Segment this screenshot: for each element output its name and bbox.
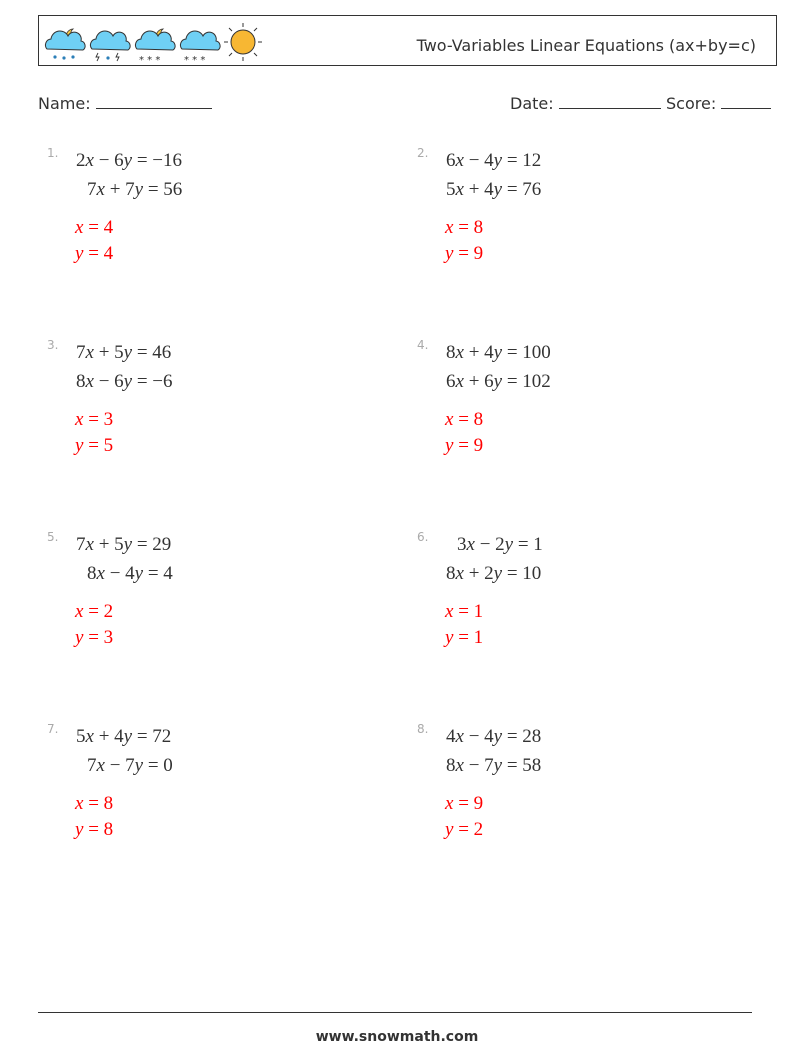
term: − 4 [463, 150, 494, 171]
equation-1 [446, 726, 541, 748]
variable: x [455, 371, 464, 392]
equation-2 [87, 755, 173, 777]
problem-1 [47, 146, 347, 276]
variable: y [493, 755, 503, 776]
equation-1 [446, 150, 541, 172]
answer-y [445, 435, 483, 457]
term: = 12 [502, 150, 542, 171]
problem-number: 4. [417, 338, 429, 352]
problem-number: 6. [417, 530, 429, 544]
problem-5 [47, 530, 347, 660]
term: + 4 [463, 342, 494, 363]
term: 6 [446, 371, 456, 392]
variable: y [75, 627, 84, 648]
variable: x [455, 563, 464, 584]
term: = 8 [83, 793, 114, 814]
term: = 102 [502, 371, 551, 392]
variable: y [493, 371, 503, 392]
rain-cloud-moon-icon [45, 29, 85, 60]
variable: x [455, 150, 464, 171]
variable: x [96, 755, 105, 776]
problem-4 [417, 338, 717, 468]
equation-2 [446, 371, 551, 393]
term: 8 [76, 371, 86, 392]
term: = 5 [83, 435, 114, 456]
equation-1 [76, 342, 171, 364]
variable: x [445, 409, 454, 430]
term: = 8 [453, 409, 484, 430]
variable: x [96, 179, 105, 200]
answer-y [445, 243, 483, 265]
variable: x [75, 793, 84, 814]
equation-1 [76, 726, 171, 748]
variable: y [134, 563, 144, 584]
equation-2 [87, 563, 173, 585]
term: − 4 [104, 563, 135, 584]
variable: y [493, 726, 503, 747]
term: = 28 [502, 726, 542, 747]
worksheet-title: Two-Variables Linear Equations (ax+by=c) [416, 36, 756, 55]
variable: y [123, 534, 133, 555]
term: = −6 [132, 371, 173, 392]
variable: x [445, 217, 454, 238]
variable: x [85, 726, 94, 747]
term: = 9 [453, 793, 484, 814]
variable: x [455, 726, 464, 747]
variable: y [134, 179, 144, 200]
term: 7 [76, 342, 86, 363]
term: = 76 [502, 179, 542, 200]
term: 4 [446, 726, 456, 747]
problem-3 [47, 338, 347, 468]
term: = 46 [132, 342, 172, 363]
equation-1 [76, 150, 182, 172]
term: 6 [446, 150, 456, 171]
equation-1 [457, 534, 543, 556]
variable: y [75, 819, 84, 840]
problem-number: 8. [417, 722, 429, 736]
date-line[interactable] [559, 94, 661, 109]
storm-cloud-icon [90, 31, 130, 61]
variable: y [493, 179, 503, 200]
term: = 9 [453, 243, 484, 264]
variable: x [445, 601, 454, 622]
term: = −16 [132, 150, 183, 171]
term: = 0 [143, 755, 173, 776]
score-label: Score: [666, 94, 717, 113]
sun-icon [224, 23, 262, 61]
footer-site: www.snowmath.com [315, 1029, 479, 1045]
variable: x [466, 534, 475, 555]
variable: y [493, 342, 503, 363]
problem-number: 2. [417, 146, 429, 160]
term: = 58 [502, 755, 542, 776]
problem-number: 1. [47, 146, 59, 160]
name-label: Name: [38, 94, 91, 113]
variable: x [85, 342, 94, 363]
term: − 4 [463, 726, 494, 747]
variable: x [455, 755, 464, 776]
variable: y [123, 726, 133, 747]
variable: y [445, 243, 454, 264]
term: + 4 [93, 726, 124, 747]
term: = 10 [502, 563, 542, 584]
term: − 2 [474, 534, 505, 555]
term: = 4 [83, 243, 114, 264]
term: = 1 [513, 534, 543, 555]
term: + 5 [93, 534, 124, 555]
answer-x [445, 793, 483, 815]
term: 2 [76, 150, 86, 171]
answer-y [75, 819, 113, 841]
variable: y [123, 342, 133, 363]
term: = 72 [132, 726, 172, 747]
date-label: Date: [510, 94, 554, 113]
svg-text:* * *: * * * [184, 55, 206, 65]
variable: x [85, 371, 94, 392]
variable: x [75, 409, 84, 430]
term: 7 [76, 534, 86, 555]
date-field [510, 94, 661, 113]
name-field [38, 94, 212, 113]
term: = 56 [143, 179, 183, 200]
header-box [38, 15, 777, 66]
equation-2 [446, 563, 541, 585]
term: 8 [446, 755, 456, 776]
variable: y [123, 371, 133, 392]
variable: y [445, 435, 454, 456]
variable: x [445, 793, 454, 814]
equation-2 [76, 371, 173, 393]
problem-8 [417, 722, 717, 852]
variable: x [455, 342, 464, 363]
answer-x [75, 217, 113, 239]
equation-1 [76, 534, 171, 556]
equation-2 [446, 179, 541, 201]
answer-x [445, 601, 483, 623]
score-line[interactable] [721, 94, 771, 109]
answer-x [75, 601, 113, 623]
variable: y [75, 435, 84, 456]
equation-2 [87, 179, 182, 201]
answer-x [445, 217, 483, 239]
term: + 4 [463, 179, 494, 200]
variable: y [493, 150, 503, 171]
term: = 1 [453, 627, 484, 648]
term: = 8 [83, 819, 114, 840]
variable: x [75, 601, 84, 622]
term: 5 [76, 726, 86, 747]
term: = 2 [83, 601, 114, 622]
term: − 6 [93, 371, 124, 392]
term: + 2 [463, 563, 494, 584]
variable: x [96, 563, 105, 584]
problem-number: 5. [47, 530, 59, 544]
term: = 4 [83, 217, 114, 238]
problem-number: 7. [47, 722, 59, 736]
term: = 8 [453, 217, 484, 238]
term: = 1 [453, 601, 484, 622]
answer-x [75, 793, 113, 815]
answer-x [445, 409, 483, 431]
term: = 9 [453, 435, 484, 456]
term: − 6 [93, 150, 124, 171]
equation-1 [446, 342, 551, 364]
term: = 4 [143, 563, 173, 584]
term: 8 [446, 342, 456, 363]
term: 8 [87, 563, 97, 584]
term: = 3 [83, 409, 114, 430]
answer-y [75, 435, 113, 457]
problem-2 [417, 146, 717, 276]
answer-y [445, 819, 483, 841]
problem-number: 3. [47, 338, 59, 352]
answer-y [445, 627, 483, 649]
variable: y [134, 755, 144, 776]
term: + 5 [93, 342, 124, 363]
term: + 7 [104, 179, 135, 200]
answer-x [75, 409, 113, 431]
term: = 2 [453, 819, 484, 840]
term: 5 [446, 179, 456, 200]
term: − 7 [104, 755, 135, 776]
term: = 100 [502, 342, 551, 363]
variable: y [445, 627, 454, 648]
term: − 7 [463, 755, 494, 776]
variable: y [504, 534, 514, 555]
equation-2 [446, 755, 541, 777]
problem-6 [417, 530, 717, 660]
term: = 3 [83, 627, 114, 648]
term: + 6 [463, 371, 494, 392]
svg-text:* * *: * * * [139, 55, 161, 65]
variable: y [123, 150, 133, 171]
snow-cloud-icon [180, 31, 220, 65]
variable: y [493, 563, 503, 584]
term: = 29 [132, 534, 172, 555]
term: 3 [457, 534, 467, 555]
variable: x [85, 534, 94, 555]
variable: x [75, 217, 84, 238]
term: 8 [446, 563, 456, 584]
variable: x [85, 150, 94, 171]
problem-7 [47, 722, 347, 852]
variable: y [75, 243, 84, 264]
weather-icons [41, 19, 271, 65]
snow-cloud-moon-icon [135, 29, 175, 65]
answer-y [75, 627, 113, 649]
variable: y [445, 819, 454, 840]
variable: x [455, 179, 464, 200]
term: 7 [87, 179, 97, 200]
footer-rule [38, 1012, 752, 1013]
term: 7 [87, 755, 97, 776]
answer-y [75, 243, 113, 265]
name-line[interactable] [96, 94, 212, 109]
score-field [666, 94, 771, 113]
